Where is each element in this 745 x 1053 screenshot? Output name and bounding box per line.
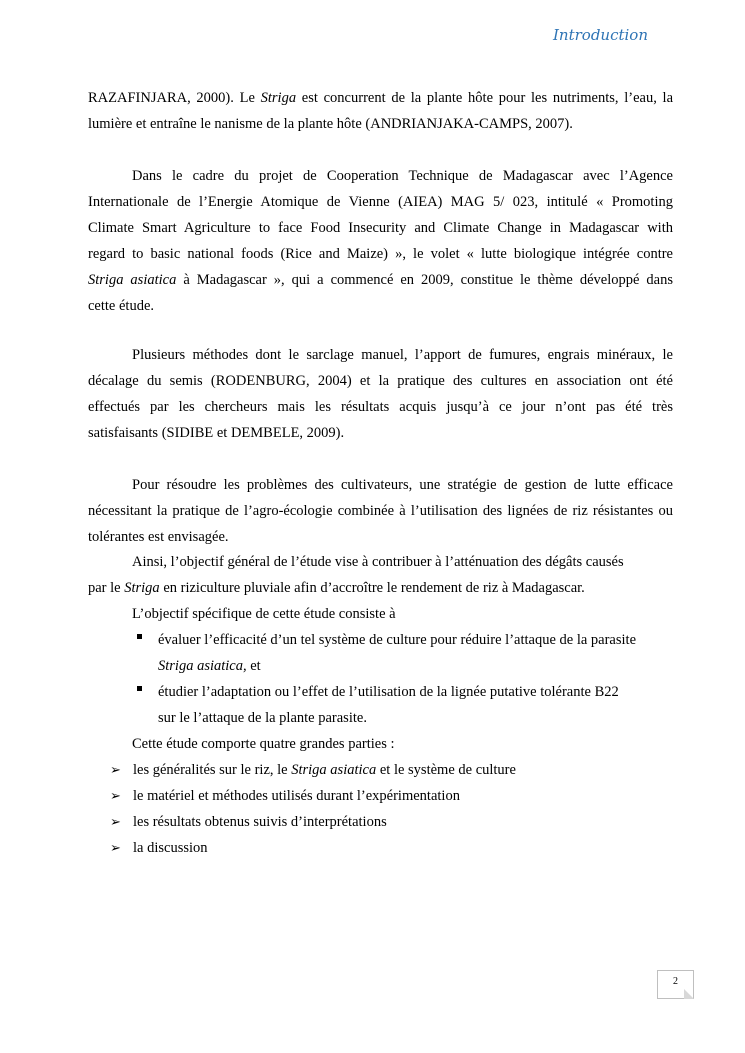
arrow-bullet-icon: ➢	[110, 840, 121, 855]
paragraph-line: décalage du semis (RODENBURG, 2004) et la pratique des cultures en association ont été	[88, 373, 673, 389]
italic-term: Striga asiatica	[291, 762, 377, 778]
running-header: Introduction	[553, 26, 648, 44]
bullet-line: sur le l’attaque de la plante parasite.	[158, 710, 367, 726]
arrow-bullet-icon: ➢	[110, 788, 121, 803]
page-curl-icon	[684, 989, 694, 999]
paragraph-line: effectués par les chercheurs mais les résultats acquis jusqu’à ce jour n’ont pas été très	[88, 399, 673, 415]
paragraph-line: satisfaisants (SIDIBE et DEMBELE, 2009).	[88, 425, 345, 441]
text: RAZAFINJARA, 2000). Le	[88, 90, 261, 106]
page-number: 2	[673, 976, 678, 987]
page-number-box	[657, 970, 694, 999]
square-bullet-icon	[137, 686, 142, 691]
paragraph-line: Internationale de l’Energie Atomique de Vienne (AIEA) MAG 5/ 023, intitulé « Promoting	[88, 194, 673, 210]
square-bullet-icon	[137, 634, 142, 639]
bullet-line: évaluer l’efficacité d’un tel système de culture pour réduire l’attaque de la parasite	[158, 632, 637, 648]
paragraph-line: nécessitant la pratique de l’agro-écologie combinée à l’utilisation des lignées de riz résistantes ou	[88, 503, 673, 519]
paragraph-line: regard to basic national foods (Rice and Maize) », le volet « lutte biologique intégrée contre	[88, 246, 673, 262]
bullet-line: étudier l’adaptation ou l’effet de l’utilisation de la lignée putative tolérante B22	[158, 684, 619, 700]
paragraph-line: Climate Smart Agriculture to face Food Insecurity and Climate Change in Madagascar with	[88, 220, 673, 236]
paragraph-line: lumière et entraîne le nanisme de la plante hôte (ANDRIANJAKA-CAMPS, 2007).	[88, 116, 573, 132]
paragraph-line: Dans le cadre du projet de Cooperation Technique de Madagascar avec l’Agence	[132, 168, 673, 184]
list-item	[133, 760, 516, 780]
paragraph-line	[88, 578, 585, 598]
text: et le système de culture	[376, 762, 516, 778]
list-item: le matériel et méthodes utilisés durant l’expérimentation	[133, 788, 460, 804]
paragraph-line	[88, 270, 673, 290]
text: et	[246, 658, 261, 674]
text: en riziculture pluviale afin d’accroître le rendement de riz à Madagascar.	[159, 580, 585, 596]
italic-term: Striga asiatica,	[158, 658, 247, 674]
text: est concurrent de la plante hôte pour les nutriments, l’eau, la	[296, 90, 673, 106]
bullet-line	[158, 656, 261, 676]
italic-term: Striga asiatica	[88, 272, 177, 288]
paragraph-line: Ainsi, l’objectif général de l’étude vise à contribuer à l’atténuation des dégâts causés	[132, 554, 624, 570]
arrow-bullet-icon: ➢	[110, 762, 121, 777]
paragraph-line: cette étude.	[88, 298, 155, 314]
paragraph-line: L’objectif spécifique de cette étude consiste à	[132, 606, 396, 622]
text: par le	[88, 580, 125, 596]
list-item: les résultats obtenus suivis d’interprétations	[133, 814, 387, 830]
italic-term: Striga	[260, 90, 297, 106]
paragraph-line: Pour résoudre les problèmes des cultivateurs, une stratégie de gestion de lutte efficace	[132, 477, 673, 493]
arrow-bullet-icon: ➢	[110, 814, 121, 829]
italic-term: Striga	[124, 580, 160, 596]
text: à Madagascar », qui a commencé en 2009, constitue le thème développé dans	[176, 272, 673, 288]
text: les généralités sur le riz, le	[133, 762, 292, 778]
paragraph-line: Plusieurs méthodes dont le sarclage manuel, l’apport de fumures, engrais minéraux, le	[132, 347, 673, 363]
paragraph-line: Cette étude comporte quatre grandes parties :	[132, 736, 395, 752]
paragraph-line: tolérantes est envisagée.	[88, 529, 229, 545]
paragraph-line	[88, 88, 673, 108]
list-item: la discussion	[133, 840, 208, 856]
